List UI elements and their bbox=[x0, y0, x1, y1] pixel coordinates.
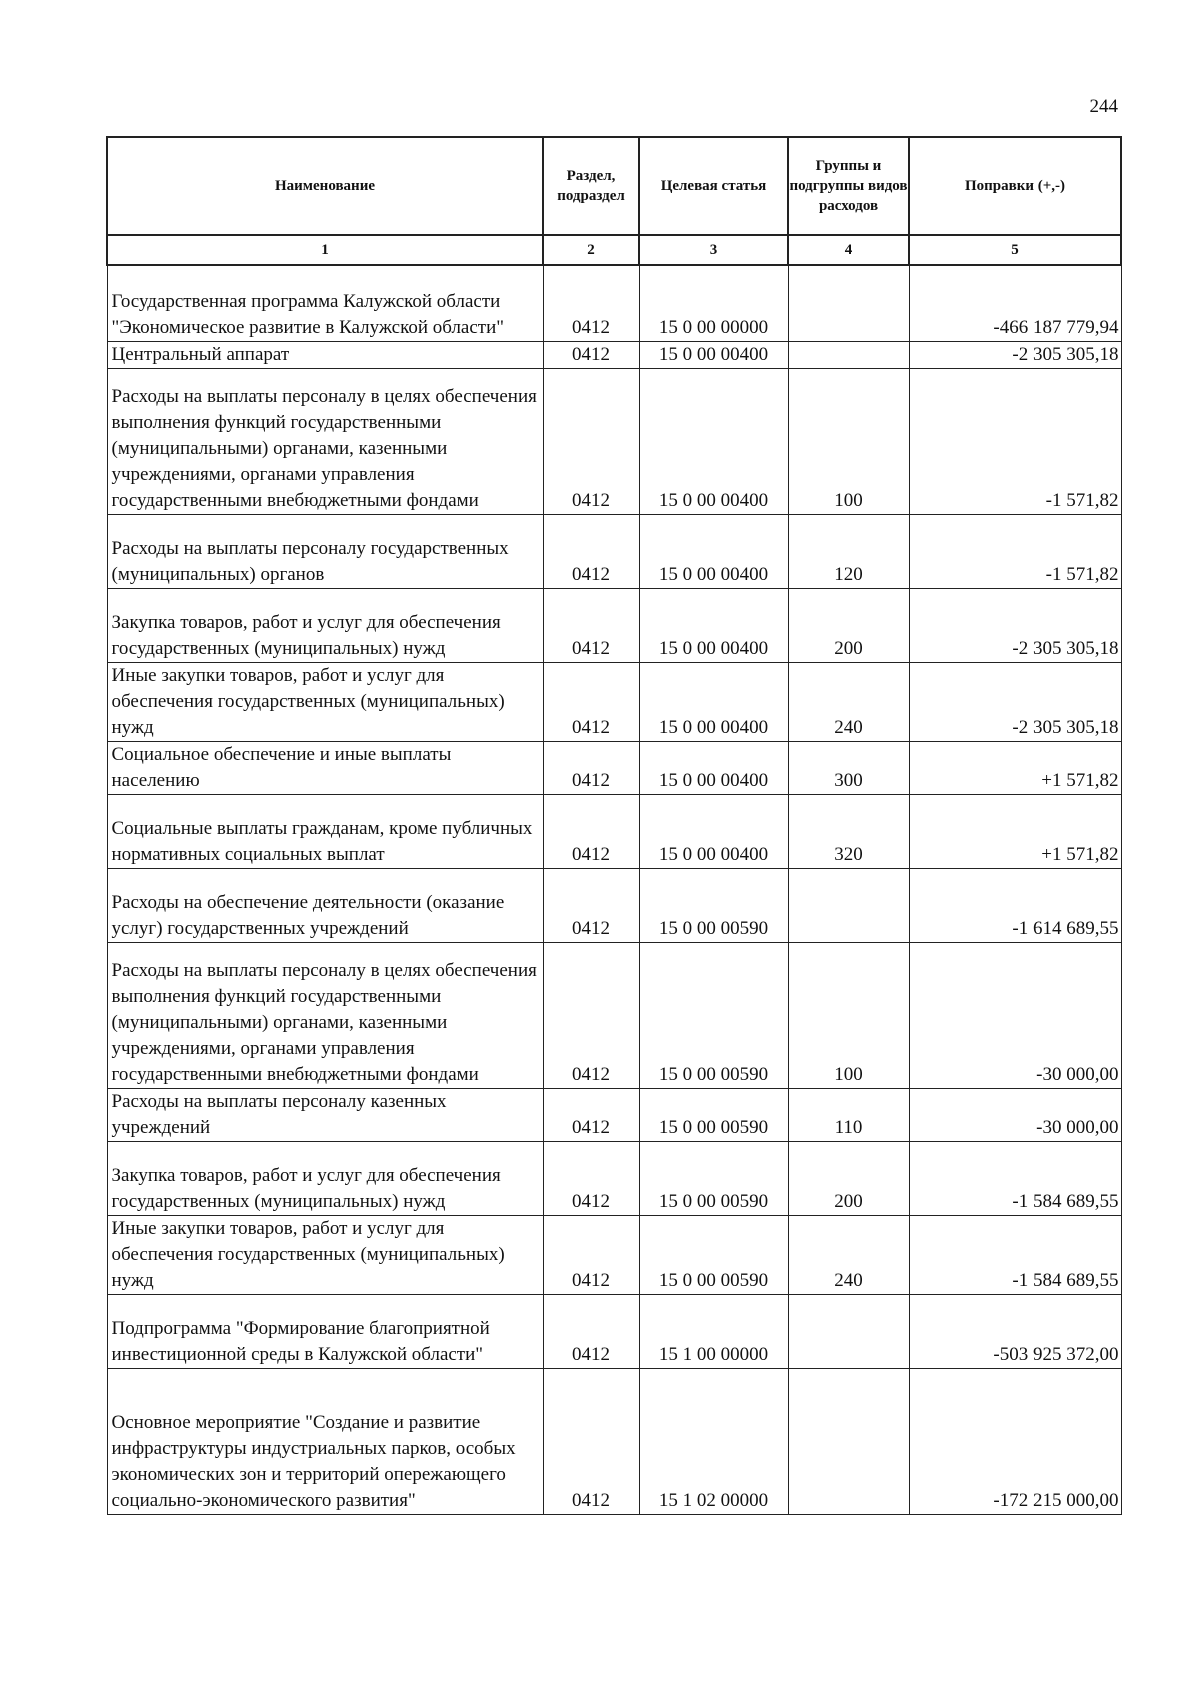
row-target: 15 1 02 00000 bbox=[639, 1368, 788, 1514]
row-group: 100 bbox=[788, 942, 909, 1088]
row-target: 15 0 00 00000 bbox=[639, 265, 788, 341]
row-section: 0412 bbox=[543, 741, 639, 794]
row-group bbox=[788, 1368, 909, 1514]
row-section: 0412 bbox=[543, 1141, 639, 1215]
row-amount: -30 000,00 bbox=[909, 942, 1121, 1088]
row-name: Расходы на обеспечение деятельности (оказание услуг) государственных учреждений bbox=[107, 868, 543, 942]
row-name: Основное мероприятие "Создание и развитие инфраструктуры индустриальных парков, особых экономических зон и территорий опережающего социально-экономического развития" bbox=[107, 1368, 543, 1514]
column-number: 2 bbox=[543, 235, 639, 265]
row-name: Социальные выплаты гражданам, кроме публичных нормативных социальных выплат bbox=[107, 794, 543, 868]
row-section: 0412 bbox=[543, 1368, 639, 1514]
row-group bbox=[788, 265, 909, 341]
row-target: 15 0 00 00400 bbox=[639, 794, 788, 868]
header-group: Группы и подгруппы видов расходов bbox=[788, 137, 909, 235]
row-section: 0412 bbox=[543, 265, 639, 341]
row-amount: -1 584 689,55 bbox=[909, 1215, 1121, 1294]
row-amount: -1 584 689,55 bbox=[909, 1141, 1121, 1215]
table-row bbox=[107, 265, 1121, 341]
row-target: 15 0 00 00400 bbox=[639, 662, 788, 741]
table-row bbox=[107, 1294, 1121, 1368]
row-amount: +1 571,82 bbox=[909, 741, 1121, 794]
table-row bbox=[107, 514, 1121, 588]
row-amount: -2 305 305,18 bbox=[909, 662, 1121, 741]
row-name: Иные закупки товаров, работ и услуг для обеспечения государственных (муниципальных) нужд bbox=[107, 662, 543, 741]
row-target: 15 1 00 00000 bbox=[639, 1294, 788, 1368]
column-number-row bbox=[107, 235, 1121, 265]
row-name: Центральный аппарат bbox=[107, 341, 543, 368]
row-target: 15 0 00 00590 bbox=[639, 1215, 788, 1294]
table-row bbox=[107, 942, 1121, 1088]
column-number: 3 bbox=[639, 235, 788, 265]
row-section: 0412 bbox=[543, 1088, 639, 1141]
table-row bbox=[107, 794, 1121, 868]
header-row bbox=[107, 137, 1121, 235]
row-target: 15 0 00 00400 bbox=[639, 588, 788, 662]
row-section: 0412 bbox=[543, 1215, 639, 1294]
row-section: 0412 bbox=[543, 341, 639, 368]
row-name: Иные закупки товаров, работ и услуг для обеспечения государственных (муниципальных) нужд bbox=[107, 1215, 543, 1294]
row-amount: -1 614 689,55 bbox=[909, 868, 1121, 942]
table-row bbox=[107, 662, 1121, 741]
row-section: 0412 bbox=[543, 368, 639, 514]
row-target: 15 0 00 00400 bbox=[639, 341, 788, 368]
row-amount: -2 305 305,18 bbox=[909, 588, 1121, 662]
column-number: 4 bbox=[788, 235, 909, 265]
column-number: 1 bbox=[107, 235, 543, 265]
header-name: Наименование bbox=[107, 137, 543, 235]
row-section: 0412 bbox=[543, 942, 639, 1088]
row-section: 0412 bbox=[543, 1294, 639, 1368]
row-section: 0412 bbox=[543, 662, 639, 741]
row-name: Закупка товаров, работ и услуг для обеспечения государственных (муниципальных) нужд bbox=[107, 1141, 543, 1215]
row-target: 15 0 00 00590 bbox=[639, 1141, 788, 1215]
table-row bbox=[107, 1215, 1121, 1294]
row-name: Социальное обеспечение и иные выплаты населению bbox=[107, 741, 543, 794]
row-name: Расходы на выплаты персоналу в целях обеспечения выполнения функций государственными (муниципальными) органами, казенными учреждениями, органами управления государственными внебюджетными фондами bbox=[107, 368, 543, 514]
header-amount: Поправки (+,-) bbox=[909, 137, 1121, 235]
table-row bbox=[107, 1368, 1121, 1514]
row-amount: -30 000,00 bbox=[909, 1088, 1121, 1141]
row-amount: +1 571,82 bbox=[909, 794, 1121, 868]
row-name: Расходы на выплаты персоналу государственных (муниципальных) органов bbox=[107, 514, 543, 588]
page-number: 244 bbox=[1089, 96, 1118, 117]
table-row bbox=[107, 341, 1121, 368]
row-section: 0412 bbox=[543, 588, 639, 662]
row-section: 0412 bbox=[543, 514, 639, 588]
row-group: 300 bbox=[788, 741, 909, 794]
row-name: Подпрограмма "Формирование благоприятной инвестиционной среды в Калужской области" bbox=[107, 1294, 543, 1368]
row-group: 200 bbox=[788, 1141, 909, 1215]
header-section: Раздел, подраздел bbox=[543, 137, 639, 235]
budget-table bbox=[106, 136, 1122, 1515]
row-group bbox=[788, 1294, 909, 1368]
row-name: Расходы на выплаты персоналу в целях обеспечения выполнения функций государственными (муниципальными) органами, казенными учреждениями, органами управления государственными внебюджетными фондами bbox=[107, 942, 543, 1088]
row-name: Расходы на выплаты персоналу казенных учреждений bbox=[107, 1088, 543, 1141]
row-group bbox=[788, 868, 909, 942]
row-group: 100 bbox=[788, 368, 909, 514]
row-group: 320 bbox=[788, 794, 909, 868]
table-row bbox=[107, 588, 1121, 662]
row-group: 240 bbox=[788, 662, 909, 741]
row-target: 15 0 00 00590 bbox=[639, 868, 788, 942]
row-section: 0412 bbox=[543, 794, 639, 868]
row-group bbox=[788, 341, 909, 368]
row-name: Закупка товаров, работ и услуг для обеспечения государственных (муниципальных) нужд bbox=[107, 588, 543, 662]
row-group: 120 bbox=[788, 514, 909, 588]
row-group: 240 bbox=[788, 1215, 909, 1294]
row-amount: -1 571,82 bbox=[909, 514, 1121, 588]
row-target: 15 0 00 00400 bbox=[639, 741, 788, 794]
row-target: 15 0 00 00400 bbox=[639, 368, 788, 514]
row-target: 15 0 00 00590 bbox=[639, 1088, 788, 1141]
table-row bbox=[107, 368, 1121, 514]
table-row bbox=[107, 1141, 1121, 1215]
row-amount: -2 305 305,18 bbox=[909, 341, 1121, 368]
column-number: 5 bbox=[909, 235, 1121, 265]
row-amount: -172 215 000,00 bbox=[909, 1368, 1121, 1514]
row-target: 15 0 00 00400 bbox=[639, 514, 788, 588]
table-row bbox=[107, 868, 1121, 942]
row-group: 200 bbox=[788, 588, 909, 662]
row-group: 110 bbox=[788, 1088, 909, 1141]
row-section: 0412 bbox=[543, 868, 639, 942]
table-row bbox=[107, 741, 1121, 794]
row-name: Государственная программа Калужской области "Экономическое развитие в Калужской области" bbox=[107, 265, 543, 341]
row-amount: -503 925 372,00 bbox=[909, 1294, 1121, 1368]
row-target: 15 0 00 00590 bbox=[639, 942, 788, 1088]
row-amount: -1 571,82 bbox=[909, 368, 1121, 514]
table-row bbox=[107, 1088, 1121, 1141]
row-amount: -466 187 779,94 bbox=[909, 265, 1121, 341]
header-target: Целевая статья bbox=[639, 137, 788, 235]
